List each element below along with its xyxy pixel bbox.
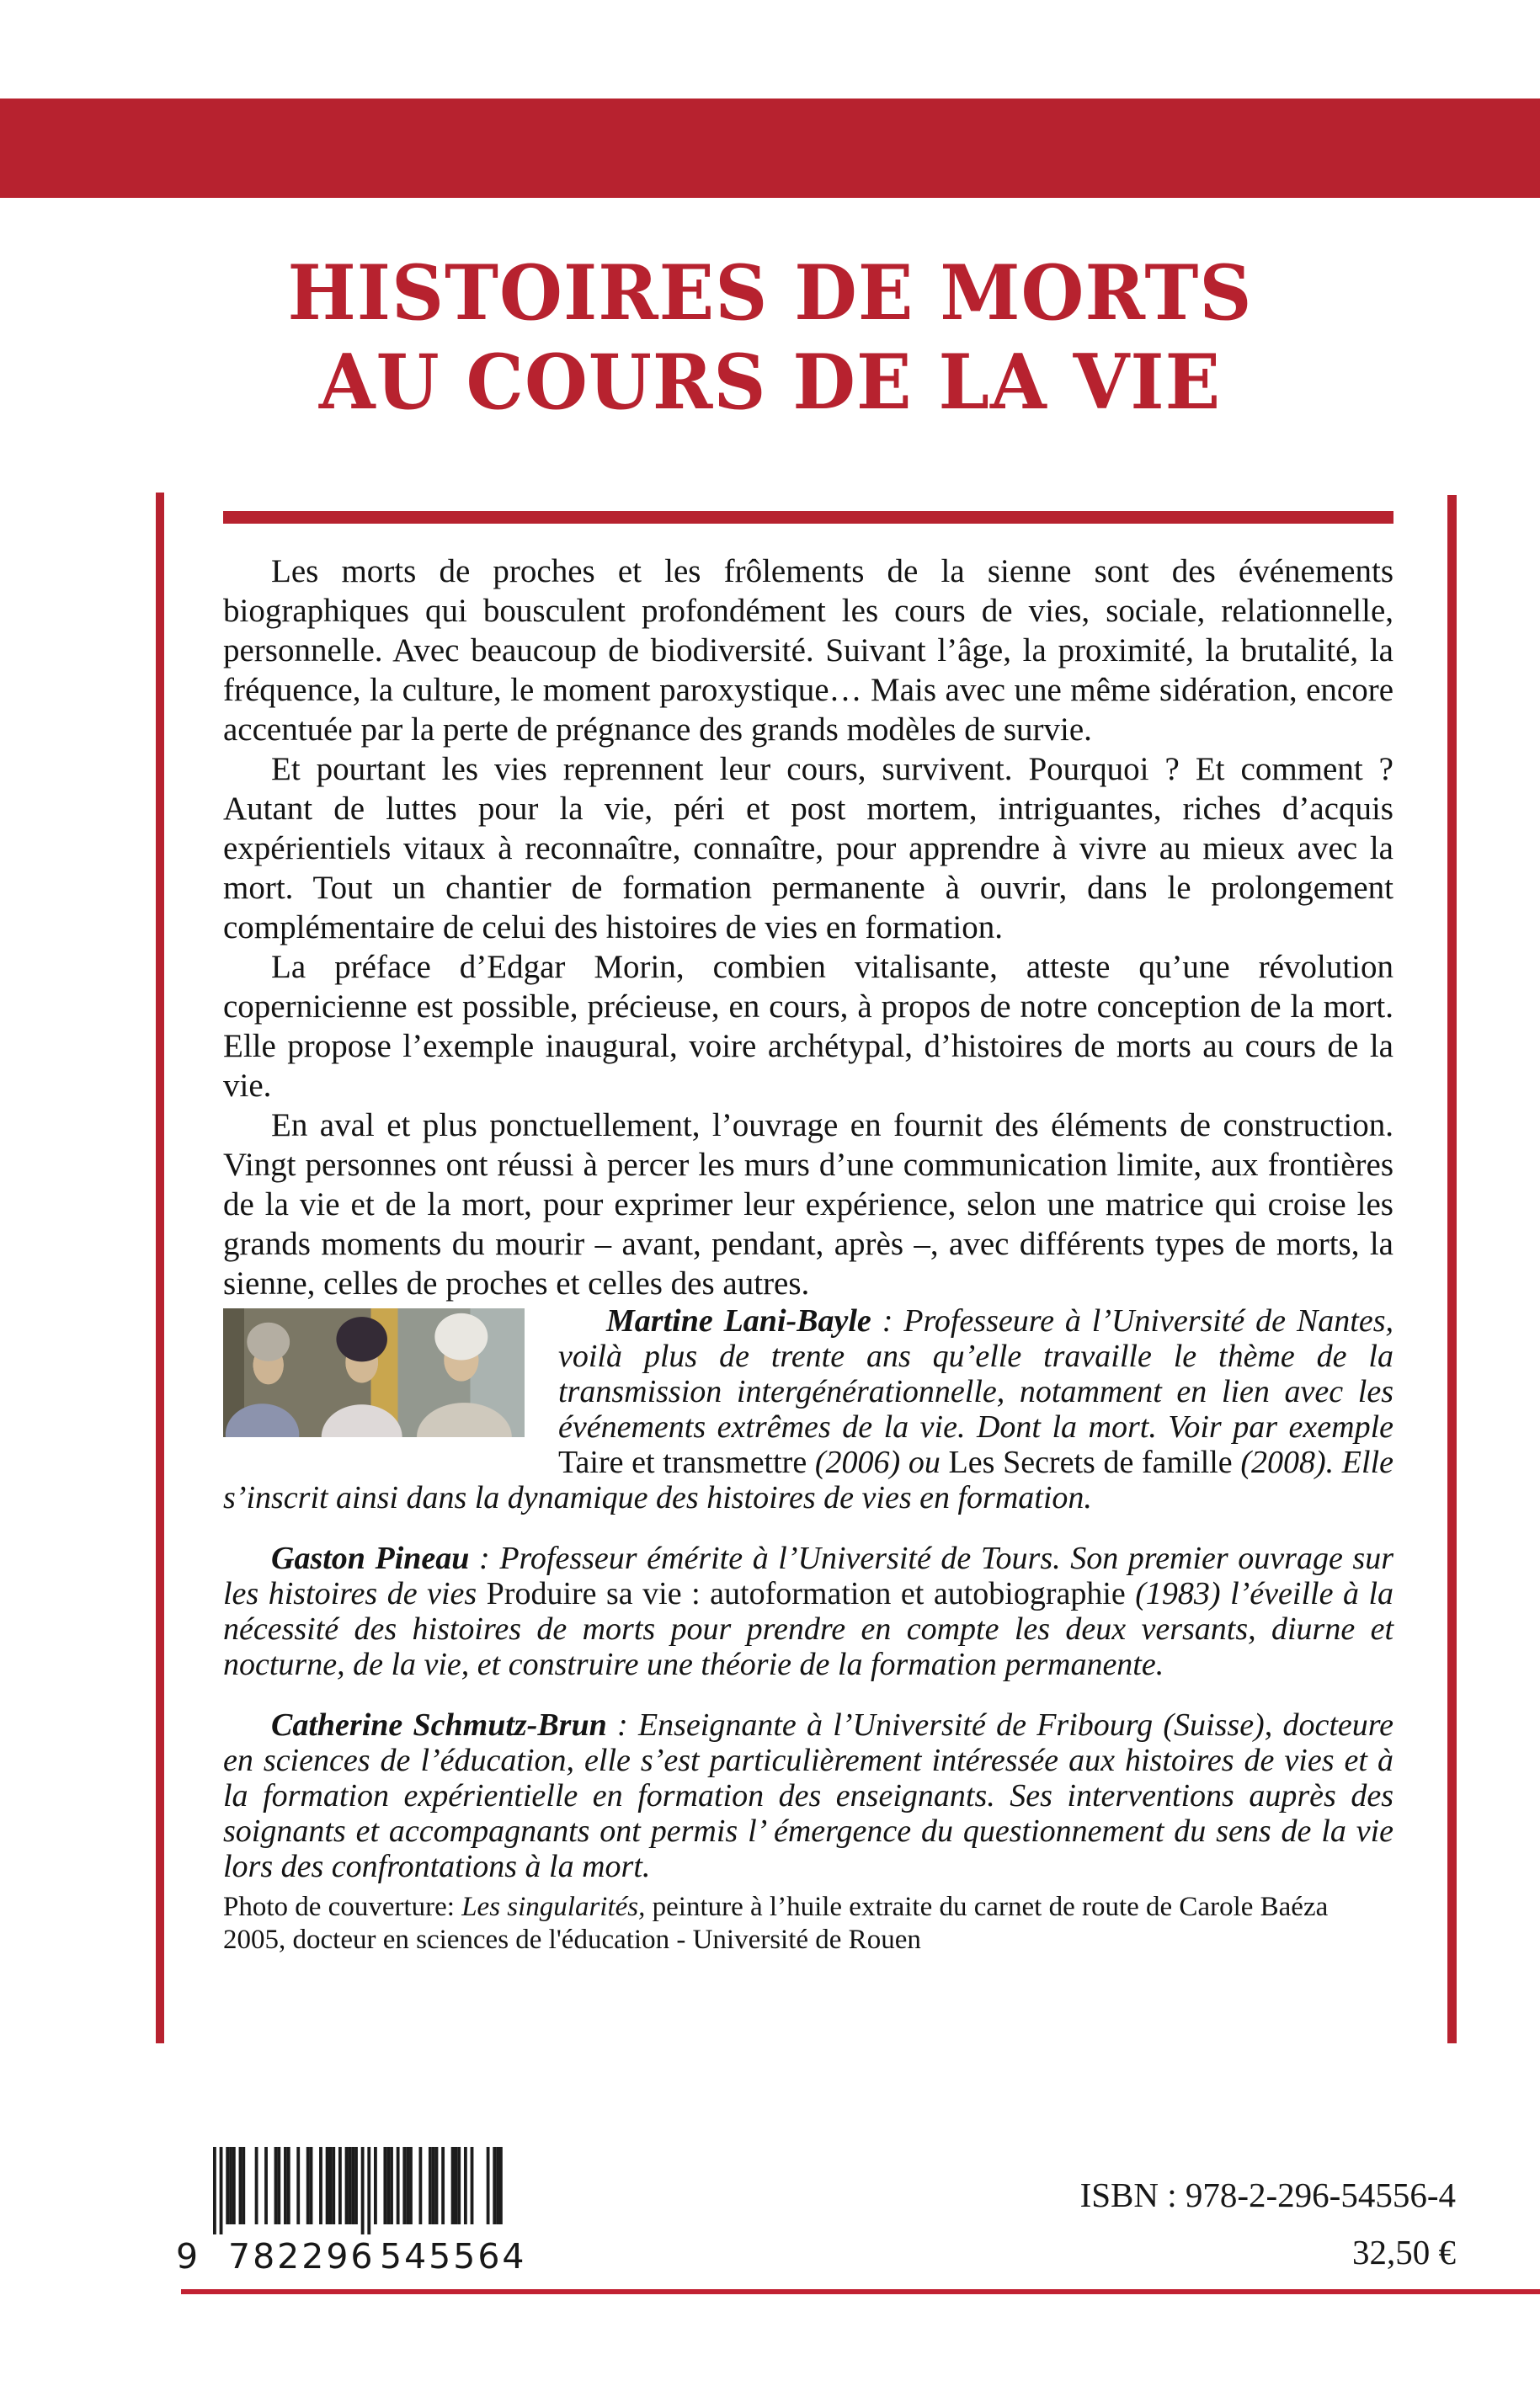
barcode-digits-group1: 782296: [228, 2236, 376, 2277]
synopsis-top-rule: [223, 511, 1393, 524]
cover-photo-credit-line2: 2005, docteur en sciences de l'éducation - Université de Rouen: [223, 1925, 921, 1955]
top-red-band: [0, 99, 1540, 198]
synopsis-paragraph-1: Les morts de proches et les frôlements de la sienne sont des événements biographiques qui bousculent profondément les cours de vies, sociale, relationnelle, personnelle. Avec beaucoup de biodiversité. Suivant l’âge, la proximité, la brutalité, la fréquence, la culture, le moment paroxystique… Mais avec une même sidération, encore accentuée par la perte de prégnance des grands modèles de survie.: [223, 553, 1393, 748]
barcode-digits-group2: 545564: [380, 2236, 527, 2277]
book-title: [0, 249, 1540, 428]
bio-catherine-schmutz-brun: Catherine Schmutz-Brun : Enseignante à l’Université de Fribourg (Suisse), docteure en sciences de l’éducation, elle s’est particulièrement intéressée aux histoires de vies et à la formation expérientielle en formation des enseignants. Ses interventions auprès des soignants et accompagnants ont permis l’ émergence du questionnement du sens de la vie lors des confrontations à la mort.: [223, 1707, 1394, 1884]
synopsis-paragraph-4: En aval et plus ponctuellement, l’ouvrage en fournit des éléments de construction. Vingt personnes ont réussi à percer les murs d’une communication limite, aux frontières de la vie et de la mort, pour exprimer leur expérience, selon une matrice qui croise les grands moments du mourir – avant, pendant, après –, avec différents types de morts, la sienne, celles de proches et celles des autres.: [223, 1107, 1393, 1302]
left-accent-bar: [156, 493, 164, 2043]
barcode-digit-first: 9: [176, 2236, 199, 2277]
back-cover-text: [223, 551, 1393, 1957]
ean13-barcode: [176, 2147, 530, 2277]
book-title-line1: HISTOIRES DE MORTS: [287, 248, 1253, 338]
cover-photo-credit: [223, 1891, 1393, 1957]
isbn-price-block: [1080, 2175, 1456, 2272]
bio-martine-lani-bayle: Martine Lani-Bayle : Professeure à l’Université de Nantes, voilà plus de trente ans qu’elle travaille le thème de la transmission intergénérationnelle, notamment en lien avec les événements extrêmes de la vie. Dont la mort. Voir par exemple Taire et transmettre (2006) ou Les Secrets de famille (2008). Elle s’inscrit ainsi dans la dynamique des histoires de vies en formation.: [223, 1303, 1393, 1515]
bottom-red-rule: [181, 2289, 1540, 2294]
ean13-barcode-bars: [213, 2147, 520, 2234]
price-text: 32,50 €: [1352, 2233, 1456, 2271]
bio-gaston-pineau: Gaston Pineau : Professeur émérite à l’Université de Tours. Son premier ouvrage sur les histoires de vies Produire sa vie : autoformation et autobiographie (1983) l’éveille à la nécessité des histoires de morts pour prendre en compte les deux versants, diurne et nocturne, de la vie, et construire une théorie de la formation permanente.: [223, 1541, 1394, 1682]
synopsis-paragraph-3: La préface d’Edgar Morin, combien vitalisante, atteste qu’une révolution copernicienne est possible, précieuse, en cours, à propos de notre conception de la mort. Elle propose l’exemple inaugural, voire archétypal, d’histoires de morts au cours de la vie.: [223, 949, 1393, 1104]
book-title-line2: AU COURS DE LA VIE: [318, 338, 1222, 428]
synopsis-paragraph-2: Et pourtant les vies reprennent leur cours, survivent. Pourquoi ? Et comment ? Autant de luttes pour la vie, péri et post mortem, intriguantes, riches d’acquis expérientiels vitaux à reconnaître, connaître, pour apprendre à vivre au mieux avec la mort. Tout un chantier de formation permanente à ouvrir, dans le prolongement complémentaire de celui des histoires de vies en formation.: [223, 751, 1393, 945]
isbn-text: ISBN : 978-2-296-54556-4: [1079, 2176, 1456, 2214]
cover-photo-credit-line1: Photo de couverture: Les singularités, peinture à l’huile extraite du carnet de route de Carole Baéza: [223, 1892, 1329, 1922]
right-accent-bar: [1447, 495, 1457, 2043]
authors-photo: [223, 1308, 525, 1437]
